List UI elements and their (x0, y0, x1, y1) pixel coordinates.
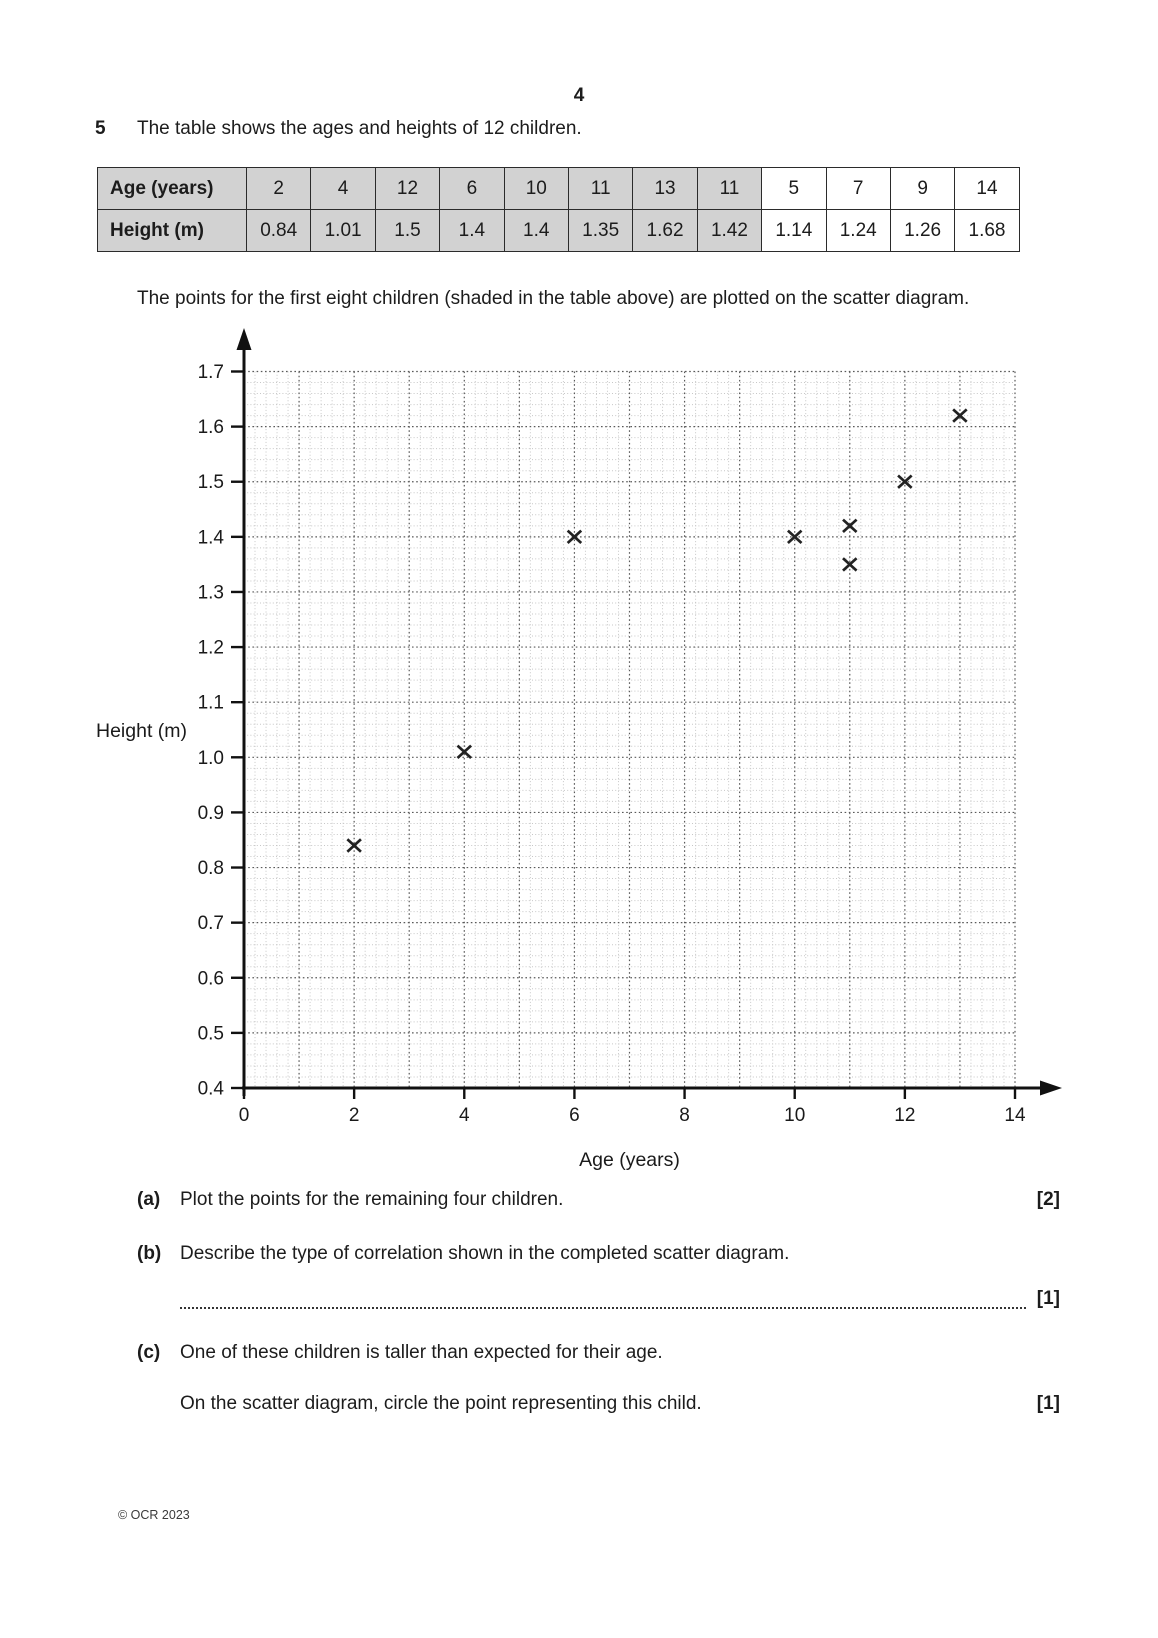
height-cell: 1.68 (955, 210, 1019, 252)
x-axis-title: Age (years) (579, 1149, 680, 1171)
y-tick-label: 1.6 (197, 417, 224, 439)
question-number: 5 (95, 118, 106, 139)
y-tick-label: 1.3 (197, 582, 224, 604)
y-tick-label: 0.9 (197, 802, 224, 824)
height-cell: 1.4 (440, 210, 504, 252)
answer-dotted-line[interactable] (180, 1291, 1026, 1309)
age-cell: 2 (247, 168, 311, 210)
y-axis-arrow (237, 328, 252, 350)
y-tick-label: 0.7 (197, 913, 224, 935)
y-tick-label: 1.0 (197, 747, 224, 769)
ages-heights-table (97, 167, 1020, 252)
part-c-label: (c) (137, 1342, 161, 1363)
part-c-text2: On the scatter diagram, circle the point representing this child. (180, 1393, 702, 1414)
x-axis-arrow (1040, 1081, 1062, 1096)
height-row (98, 210, 1020, 252)
x-tick-label: 10 (784, 1105, 806, 1126)
data-point-x-mark (457, 746, 471, 758)
y-tick-label: 1.2 (197, 637, 224, 659)
age-row-header: Age (years) (98, 168, 247, 210)
age-row (98, 168, 1020, 210)
data-point-x-mark (568, 531, 582, 543)
age-cell: 12 (375, 168, 439, 210)
y-tick-label: 0.4 (197, 1078, 224, 1100)
data-point-x-mark (843, 558, 857, 570)
part-a-row (137, 1189, 1060, 1211)
data-point-x-mark (843, 520, 857, 532)
height-cell: 1.24 (826, 210, 890, 252)
part-b-row (137, 1243, 1060, 1265)
data-point-x-mark (898, 476, 912, 488)
height-cell: 1.62 (633, 210, 697, 252)
age-cell: 9 (890, 168, 954, 210)
height-cell: 1.42 (697, 210, 761, 252)
y-tick-label: 1.4 (197, 527, 224, 549)
height-row-header: Height (m) (98, 210, 247, 252)
y-tick-label: 0.6 (197, 968, 224, 990)
part-c-text: One of these children is taller than expected for their age. (180, 1342, 663, 1363)
part-c-row2 (137, 1393, 1060, 1415)
page-number: 4 (573, 85, 585, 106)
part-a-label: (a) (137, 1189, 161, 1210)
data-point-x-mark (953, 409, 967, 421)
data-point-x-mark (953, 409, 967, 421)
part-b-text: Describe the type of correlation shown in the completed scatter diagram. (180, 1243, 790, 1264)
age-cell: 6 (440, 168, 504, 210)
y-tick-label: 0.5 (197, 1023, 224, 1045)
data-point-x-mark (788, 531, 802, 543)
part-c-marks: [1] (1036, 1393, 1060, 1414)
y-tick-label: 1.1 (197, 692, 224, 714)
height-cell: 0.84 (247, 210, 311, 252)
y-tick-label: 0.8 (197, 858, 224, 880)
age-cell: 11 (697, 168, 761, 210)
data-point-x-mark (347, 839, 361, 851)
age-cell: 4 (311, 168, 375, 210)
age-cell: 14 (955, 168, 1019, 210)
age-cell: 10 (504, 168, 568, 210)
x-tick-label: 6 (569, 1105, 580, 1126)
part-b-marks: [1] (1036, 1288, 1060, 1309)
age-cell: 11 (568, 168, 632, 210)
x-tick-label: 14 (1004, 1105, 1026, 1126)
question-intro: The table shows the ages and heights of 12 children. (137, 118, 582, 139)
age-cell: 5 (762, 168, 826, 210)
data-point-x-mark (898, 476, 912, 488)
part-b-label: (b) (137, 1243, 162, 1264)
y-tick-label: 1.5 (197, 472, 224, 494)
scatter-note: The points for the first eight children (shaded in the table above) are plotted on the scatter diagram. (137, 288, 970, 309)
y-tick-label: 1.7 (197, 362, 224, 383)
x-tick-label: 8 (679, 1105, 690, 1126)
age-cell: 13 (633, 168, 697, 210)
copyright-footer: © OCR 2023 (118, 1508, 190, 1522)
data-point-x-mark (568, 531, 582, 543)
data-point-x-mark (843, 520, 857, 532)
x-tick-label: 4 (458, 1105, 470, 1126)
x-tick-label: 0 (238, 1105, 250, 1126)
x-tick-label: 2 (348, 1105, 360, 1126)
y-axis-title: Height (m) (96, 720, 188, 742)
data-point-x-mark (347, 839, 361, 851)
age-cell: 7 (826, 168, 890, 210)
part-a-text: Plot the points for the remaining four children. (180, 1189, 564, 1210)
height-cell: 1.26 (890, 210, 954, 252)
height-cell: 1.4 (504, 210, 568, 252)
data-point-x-mark (843, 558, 857, 570)
data-point-x-mark (457, 746, 471, 758)
x-tick-label: 12 (894, 1105, 916, 1126)
part-a-marks: [2] (1036, 1189, 1060, 1210)
height-cell: 1.01 (311, 210, 375, 252)
height-cell: 1.35 (568, 210, 632, 252)
height-cell: 1.14 (762, 210, 826, 252)
data-point-x-mark (788, 531, 802, 543)
height-cell: 1.5 (375, 210, 439, 252)
part-c-row (137, 1342, 1060, 1364)
